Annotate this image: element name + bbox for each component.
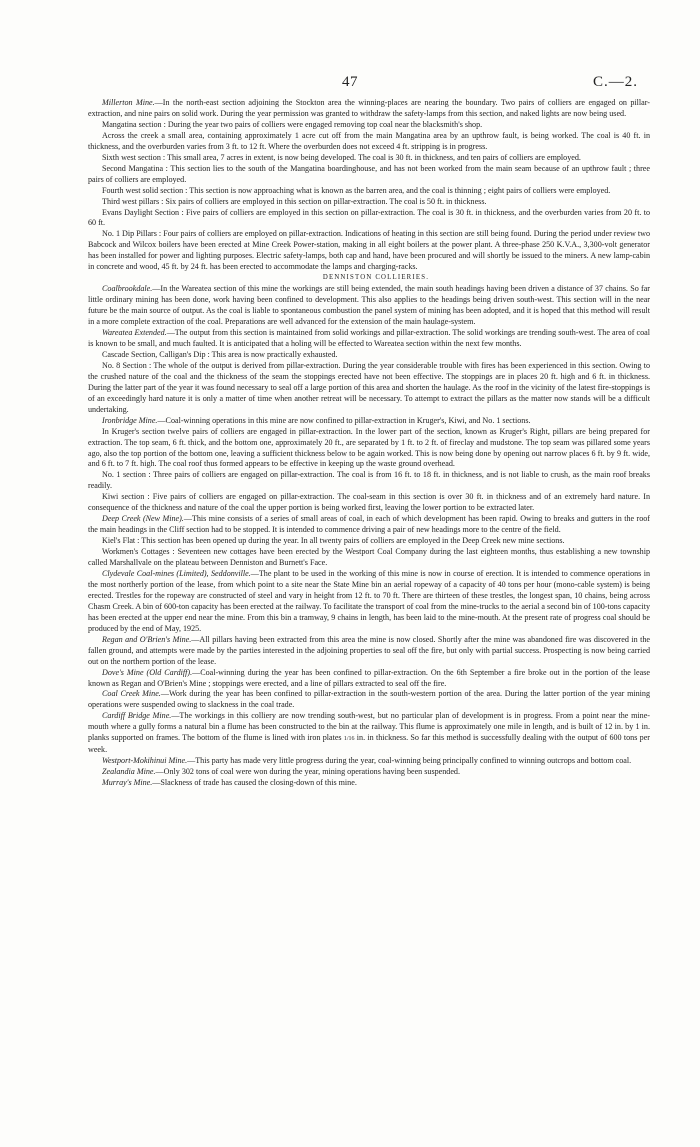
paragraph <box>88 328 650 350</box>
paragraph-text: —The plant to be used in the working of this mine is now in course of erection. It is intended to commence operations in the most northerly portion of the lease, from which point to a site near the State Mine bin an aerial ropeway of a capacity of 40 tons per hour (mono-cable system) is being erected. Trestles for the ropeway are constructed of steel and vary in height from 12 ft. to 70 ft. There are thirteen of these trestles, the longest span, 10 chains, being across Chasm Creek. A bin of 600-ton capacity has been erected at the railway. To facilitate the transport of coal from the mine-trucks to the aerial a second bin of 100-tons capacity has been erected at the upper end near the mine. From this bin a tramway, 9 chains in length, has been laid to the mine-mouth. At the present rate of progress coal should be produced by the end of May, 1925. <box>88 568 650 633</box>
paragraph-text: —Coal-winning during the year has been confined to pillar-extraction. On the 6th September a fire broke out in the portion of the lease known as Regan and O'Brien's Mine ; stoppings were erected, and a line of pillars extracted to seal off the fire. <box>88 667 650 688</box>
paragraph-lead: Zealandia Mine. <box>102 767 156 777</box>
paragraph-text: —Only 302 tons of coal were won during the year, mining operations having been suspended. <box>155 767 460 777</box>
paragraph-lead: Wareatea Extended. <box>102 328 167 338</box>
paragraph <box>88 514 650 536</box>
paragraph <box>88 547 650 569</box>
paragraph-text: —The workings in this colliery are now trending south-west, but no particular plan of development is in progress. From a point near the mine-mouth where a gully forms a natural bin a flume has been constructed to the bin at the railway. This flume is approximately one mile in length, and is built of 12 in. by 1 in. planks supported on frames. The bottom of the flume is lined with iron plates <box>88 711 651 743</box>
paragraph <box>88 186 650 197</box>
paragraph <box>88 350 650 361</box>
paragraph-text: —In the Wareatea section of this mine the workings are still being extended, the main south headings having been driven a distance of 37 chains. So far little ordinary mining has been done, work having been confined to development. This also applies to the headings being driven south-west. This section will in the near future be the main source of output. As the coal is liable to spontaneous combustion the panel system of mining has been adopted, and it is hoped that this method will result in a more complete extraction of the coal. Preparations are well advanced for the extension of the main haulage-system. <box>88 284 650 327</box>
page-number: 47 <box>342 74 358 90</box>
paragraph <box>88 711 650 756</box>
paragraph <box>88 756 650 767</box>
paragraph <box>88 416 650 427</box>
paragraph-text: Fourth west solid section : This section is now approaching what is known as the barren area, and the coal is thinning ; eight pairs of colliers were employed. <box>102 185 611 195</box>
paragraph-lead: Regan and O'Brien's Mine. <box>102 634 192 644</box>
paragraph-text: Across the creek a small area, containing approximately 1 acre cut off from the main Mangatina area by an upthrow fault, is being worked. The coal is 40 ft. in thickness, and the overburden varies from 3 ft. to 12 ft. Where the overburden does not exceed 4 ft. stripping is in progress. <box>88 130 650 151</box>
paragraph-text: No. 1 section : Three pairs of colliers are engaged on pillar-extraction. The coal is from 16 ft. to 18 ft. in thickness, and is not liable to crush, as the main roof breaks readily. <box>88 470 650 491</box>
paragraph-lead: Deep Creek (New Mine). <box>102 514 184 524</box>
paragraph-lead: Ironbridge Mine. <box>102 415 158 425</box>
paragraph-text: —The output from this section is maintained from solid workings and pillar-extraction. The solid workings are trending south-west. The area of coal is known to be small, and much faulted. It is anticipated that a holing will be effected to Wareatea section within the next few months. <box>88 328 650 348</box>
paragraph <box>88 153 650 164</box>
paragraph-lead: Murray's Mine. <box>102 778 153 788</box>
paragraph <box>88 131 650 153</box>
paragraph <box>88 492 650 514</box>
paragraph <box>88 470 650 492</box>
paragraph-text: In Kruger's section twelve pairs of colliers are engaged in pillar-extraction. In the lower part of the section, known as Kruger's Right, pillars are being prepared for extraction. The top seam, 6 ft. thick, and the bottom one, approximately 20 ft., are separated by 1 ft. to 2 ft. of fireclay and mudstone. The top seam was pillared some years ago, also the top portion of the bottom one, leaving a sufficient thickness below to be again worked. This is now being done by opening out narrow places 6 ft. by 9 ft. wide, and 6 ft. to 7 ft. high. The coal roof thus formed appears to be effective in keeping up the waste ground overhead. <box>88 426 650 469</box>
paragraph <box>88 778 650 789</box>
document-code: C.—2. <box>592 74 638 90</box>
paragraph-text: in. in thickness. So far this method is successfully dealing with the output of 600 tons per week. <box>88 733 650 755</box>
paragraph <box>88 569 650 635</box>
paragraph-text: —This mine consists of a series of small areas of coal, in each of which development has been rapid. Owing to breaks and gutters in the roof the main headings in the Cliff section had to be stopped. It is intended to commence driving a pair of new headings more to the centre of the field. <box>88 514 650 535</box>
paragraph-lead: Coal Creek Mine. <box>102 689 161 699</box>
paragraph <box>88 164 650 186</box>
paragraph <box>88 635 650 668</box>
paragraph-text: Kiel's Flat : This section has been opened up during the year. In all twenty pairs of colliers are employed in the Deep Creek new mine sections. <box>102 536 565 546</box>
paragraph-lead: Cardiff Bridge Mine. <box>102 711 172 721</box>
paragraph-text: —Slackness of trade has caused the closing-down of this mine. <box>152 778 357 788</box>
paragraph-text: No. 8 Section : The whole of the output is derived from pillar-extraction. During the year considerable trouble with fires has been experienced in this section. Owing to the crushed nature of the coal and the thickness of the seam the stoppings erected have not been effective. The stoppings are in places 20 ft. high and 6 ft. in thickness. During the latter part of the year it was found necessary to seal off a large portion of this area and shorten the haulage. As the roof in the vicinity of the latest fire-stoppings is of an exceedingly hard nature it is only a matter of time when another retreat will be necessary. To attempt to extract the pillars as the matter now stands will be a difficult undertaking. <box>88 360 650 414</box>
paragraph <box>88 98 650 120</box>
paragraph-text: —Work during the year has been confined to pillar-extraction in the south-western portion of the area. During the latter portion of the year mining operations were suspended owing to slackness in the coal trade. <box>88 689 651 710</box>
paragraph-text: Workmen's Cottages : Seventeen new cottages have been erected by the Westport Coal Company during the last eighteen months, thus establishing a new township called Marshallvale on the plateau between Denniston and Burnett's Face. <box>88 547 650 568</box>
paragraph-text: Sixth west section : This small area, 7 acres in extent, is now being developed. The coal is 30 ft. in thickness, and ten pairs of colliers are employed. <box>102 152 581 162</box>
paragraph <box>88 536 650 547</box>
section-heading: DENNISTON COLLIERIES. <box>322 274 430 282</box>
paragraph <box>88 668 650 690</box>
paragraph-text: No. 1 Dip Pillars : Four pairs of colliers are employed on pillar-extraction. Indications of heating in this section are still being found. During the period under review two Babcock and Wilcox boilers have been erected at Mine Creek Power-station, making in all eight boilers at the power plant. A three-phase 250 K.V.A., 3,300-volt generator has been installed for power and lighting purposes. Electric safety-lamps, both cap and hand, have been procured and will shortly be issued to the miners. A new lamp-cabin in concrete and wood, 45 ft. by 24 ft. has been erected to accommodate the lamps and charging-racks. <box>88 229 650 272</box>
paragraph-text: —This party has made very little progress during the year, coal-winning being principally confined to winning outcrops and bottom coal. <box>187 756 632 766</box>
paragraph <box>88 284 650 328</box>
paragraph-lead: Millerton Mine. <box>102 98 155 107</box>
paragraph-lead: Westport-Mokihinui Mine. <box>102 756 188 766</box>
paragraph <box>88 120 650 131</box>
paragraph <box>88 427 650 471</box>
paragraph-text: —All pillars having been extracted from this area the mine is now closed. Shortly after the mine was abandoned fire was discovered in the fallen ground, and attempts were made by the parties interested in the adjoining properties to seal off the fire, but only with partial success. Prospecting is now being carried out on the northern portion of the lease. <box>88 634 650 666</box>
paragraph-text: Second Mangatina : This section lies to the south of the Mangatina boardinghouse, and has not been worked from the main seam because of an upthrow fault ; three pairs of colliers are employed. <box>88 163 650 184</box>
paragraph-text: —In the north-east section adjoining the Stockton area the winning-places are nearing the boundary. Two pairs of colliers are engaged on pillar-extraction, and nine pairs on solid work. During the year permission was granted to withdraw the safety-lamps from this section, and naked lights are now being used. <box>88 98 650 118</box>
fraction: 1/16 <box>343 736 355 743</box>
paragraph <box>88 229 650 273</box>
paragraph <box>88 689 650 711</box>
paragraph <box>88 767 650 778</box>
paragraph-text: Kiwi section : Five pairs of colliers are engaged on pillar-extraction. The coal-seam in this section is over 30 ft. in thickness and of an extremely hard nature. In consequence of the thickness and nature of the coal the upper portion is being worked first, leaving the lower portion to be extracted later. <box>88 492 650 513</box>
paragraph-text: —Coal-winning operations in this mine are now confined to pillar-extraction in Kruger's, Kiwi, and No. 1 sections. <box>157 415 531 425</box>
paragraph-lead: Dove's Mine (Old Cardiff). <box>102 667 193 677</box>
paragraph-lead: Coalbrookdale. <box>102 284 153 294</box>
paragraph-text: Third west pillars : Six pairs of colliers are employed in this section on pillar-extraction. The coal is 50 ft. in thickness. <box>102 196 487 206</box>
paragraph <box>88 208 650 230</box>
paragraph-text: Evans Daylight Section : Five pairs of colliers are employed in this section on pillar-extraction. The coal is 30 ft. in thickness, and the overburden varies from 20 ft. to 60 ft. <box>88 207 650 228</box>
paragraph <box>88 197 650 208</box>
paragraph-text: Cascade Section, Calligan's Dip : This area is now practically exhausted. <box>102 349 338 359</box>
paragraph-text: Mangatina section : During the year two pairs of colliers were engaged removing top coal near the blacksmith's shop. <box>102 119 483 129</box>
document-body <box>88 98 650 789</box>
paragraph-lead: Clydevale Coal-mines (Limited), Seddonville. <box>102 568 251 578</box>
paragraph <box>88 361 650 416</box>
